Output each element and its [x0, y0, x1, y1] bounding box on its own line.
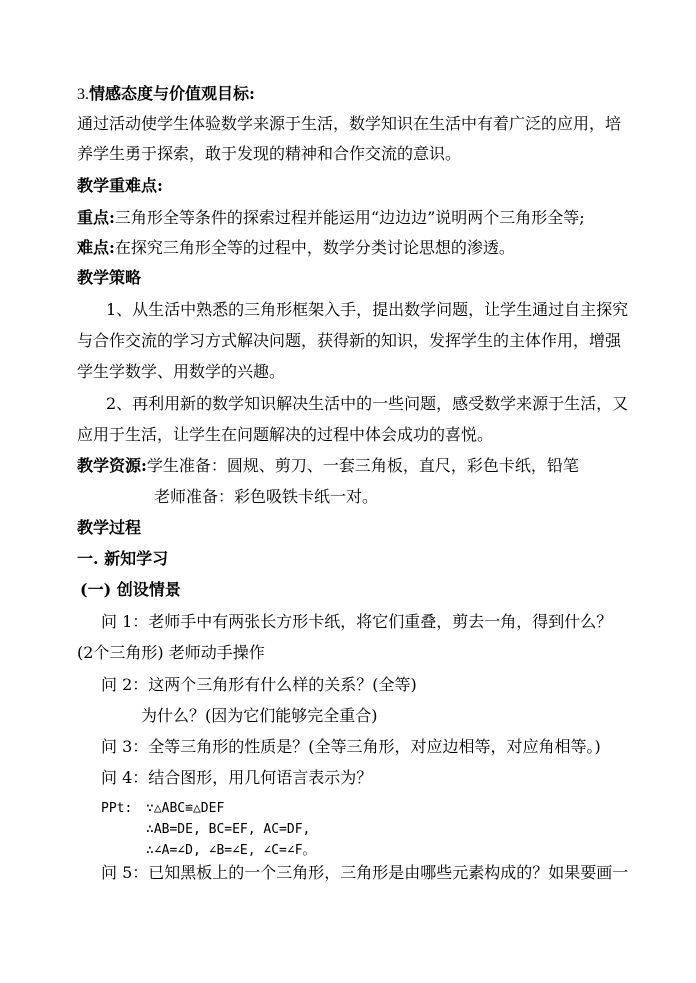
strategy-1-line-1: 1、从生活中熟悉的三角形框架入手，提出数学问题，让学生通过自主探究: [106, 300, 629, 319]
heading-number: 3.: [77, 86, 89, 103]
resources-label: 教学资源:: [77, 456, 147, 475]
ppt-line-2: ∴AB=DE, BC=EF, AC=DF,: [146, 822, 311, 837]
question-4: 问 4：结合图形，用几何语言表示为？: [101, 768, 373, 787]
question-2-line-1: 问 2：这两个三角形有什么样的关系？(全等): [101, 675, 417, 694]
section-new-knowledge: 一. 新知学习: [77, 549, 169, 568]
strategy-1-line-3: 学生学数学、用数学的兴趣。: [77, 362, 286, 381]
key-point-line: [77, 208, 585, 228]
question-1-line-1: 问 1：老师手中有两张长方形卡纸，将它们重叠，剪去一角，得到什么？: [101, 612, 613, 631]
difficult-point-line: [77, 238, 515, 258]
difficult-point-label: 难点:: [77, 238, 115, 257]
question-2-line-2: 为什么？(因为它们能够完全重合): [141, 706, 378, 725]
ppt-label: PPt:: [101, 801, 133, 816]
resources-students-line: [77, 456, 579, 476]
heading-teaching-strategy: 教学策略: [77, 268, 142, 287]
ppt-line-3-text: ∠A=∠D, ∠B=∠E, ∠C=∠F。: [153, 843, 316, 858]
key-point-text: 三角形全等条件的探索过程并能运用“边边边”说明两个三角形全等;: [114, 208, 585, 227]
ppt-line-3: [146, 842, 316, 860]
question-5: 问 5：已知黑板上的一个三角形，三角形是由哪些元素构成的？如果要画一: [101, 863, 629, 882]
heading-title: 情感态度与价值观目标:: [89, 84, 255, 103]
key-point-label: 重点:: [77, 208, 115, 227]
question-3: 问 3：全等三角形的性质是？(全等三角形，对应边相等，对应角相等。): [101, 737, 601, 756]
subsection-create-scenario: (一) 创设情景: [80, 580, 181, 599]
resources-teacher-line: 老师准备：彩色吸铁卡纸一对。: [154, 487, 379, 506]
resources-students: 学生准备：圆规、剪刀、一套三角板，直尺，彩色卡纸，铅笔: [146, 456, 579, 475]
goal-paragraph-line-1: 通过活动使学生体验数学来源于生活，数学知识在生活中有着广泛的应用，培: [77, 114, 622, 133]
heading-key-difficult-points: 教学重难点:: [77, 176, 163, 195]
difficult-point-text: 在探究三角形全等的过程中，数学分类讨论思想的渗透。: [114, 238, 515, 257]
question-1-line-2: (2个三角形) 老师动手操作: [77, 643, 265, 662]
strategy-2-line-2: 应用于生活，让学生在问题解决的过程中体会成功的喜悦。: [77, 425, 494, 444]
goal-paragraph-line-2: 养学生勇于探索，敢于发现的精神和合作交流的意识。: [77, 144, 462, 163]
heading-affective-goals: [77, 84, 255, 105]
strategy-2-line-1: 2、再利用新的数学知识解决生活中的一些问题，感受数学来源于生活，又: [106, 394, 629, 413]
heading-teaching-process: 教学过程: [77, 518, 142, 537]
ppt-line-1: ∵△ABC≌△DEF: [146, 801, 225, 816]
strategy-1-line-2: 与合作交流的学习方式解决问题，获得新的知识，发挥学生的主体作用，增强: [77, 331, 622, 350]
ppt-line-3-prefix: ∴: [146, 843, 154, 858]
